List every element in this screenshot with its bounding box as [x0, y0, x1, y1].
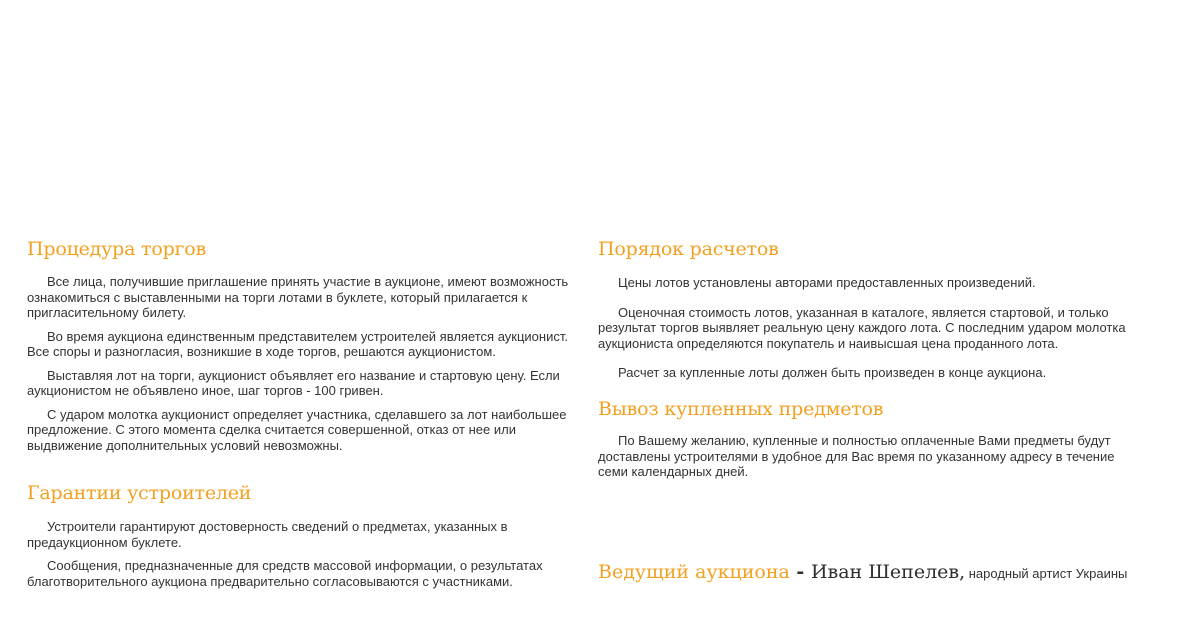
section-title-payment-procedure: Порядок расчетов — [598, 238, 779, 260]
paragraph: Оценочная стоимость лотов, указанная в каталоге, является стартовой, и только результат торгов выявляет реальную цену каждого лота. С последним ударом молотка аукциониста определяются покупатель и наивысшая цена проданного лота. — [598, 304, 1126, 351]
paragraph: Сообщения, предназначенные для средств массовой информации, о результатах благотворительного аукциона предварительно согласовываются с участниками. — [27, 558, 543, 589]
auction-host-line — [598, 561, 1127, 583]
paragraph: Все лица, получившие приглашение принять участие в аукционе, имеют возможность ознакомиться с выставленными на торги лотами в буклете, который прилагается к пригласительному билету. — [27, 274, 569, 320]
paragraph: Во время аукциона единственным представителем устроителей является аукционист. Все споры и разногласия, возникшие в ходе торгов, решаются аукционистом. — [27, 328, 568, 359]
section-title-organizer-guarantees: Гарантии устроителей — [27, 482, 252, 504]
paragraph: Устроители гарантируют достоверность сведений о предметах, указанных в предаукционном буклете. — [27, 519, 508, 550]
right-column-section2 — [598, 398, 1143, 480]
paragraph: Цены лотов установлены авторами предоставленных произведений. — [618, 275, 1036, 290]
host-title: народный артист Украины — [965, 566, 1128, 581]
section-title-auction-procedure: Процедура торгов — [27, 238, 207, 260]
paragraph: С ударом молотка аукционист определяет участника, сделавшего за лот наибольшее предложение. С этого момента сделка считается совершенной, отказ от нее или выдвижение дополнительных условий невозможны. — [27, 406, 567, 453]
section-title-item-pickup: Вывоз купленных предметов — [598, 398, 884, 420]
host-name: Иван Шепелев, — [810, 561, 966, 583]
right-column — [598, 238, 1143, 381]
paragraph: Расчет за купленные лоты должен быть произведен в конце аукциона. — [618, 365, 1047, 380]
paragraph: Выставляя лот на торги, аукционист объявляет его название и стартовую цену. Если аукционистом не объявлено иное, шаг торгов - 100 гривен. — [27, 367, 560, 398]
paragraph: По Вашему желанию, купленные и полностью оплаченные Вами предметы будут доставлены устроителями в удобное для Вас время по указанному адресу в течение семи календарных дней. — [598, 433, 1115, 479]
host-dash: - — [789, 561, 811, 583]
left-column-section2 — [27, 482, 572, 589]
host-label: Ведущий аукциона — [598, 561, 790, 583]
left-column — [27, 238, 572, 453]
